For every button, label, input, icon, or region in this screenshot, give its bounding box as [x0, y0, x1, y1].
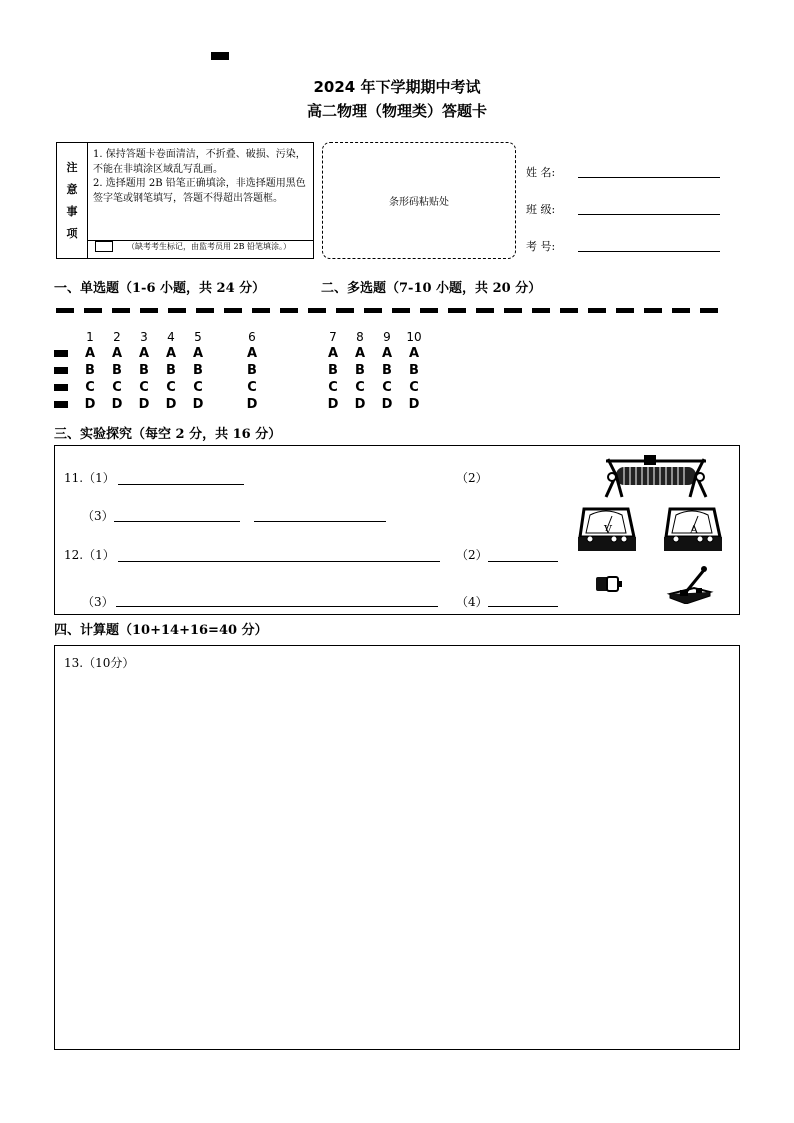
answer-bubble-10-b[interactable]: B: [409, 363, 419, 378]
positioning-mark: [211, 52, 229, 60]
answer-bubble-9-c[interactable]: C: [382, 380, 392, 395]
timing-mark: [54, 384, 68, 391]
ammeter-icon: [662, 503, 724, 555]
q12-part4-blank[interactable]: [488, 606, 558, 607]
q11-part2-label: （2）: [456, 471, 488, 485]
answer-bubble-10-c[interactable]: C: [409, 380, 419, 395]
question-number: 1: [86, 330, 94, 344]
question-number: 5: [194, 330, 202, 344]
q12-part1-blank[interactable]: [118, 561, 440, 562]
name-label: 姓 名:: [526, 166, 556, 179]
q11-part1-label: 11.（1）: [64, 471, 115, 485]
q11-part1-blank[interactable]: [118, 484, 244, 485]
absent-note: （缺考考生标记，由监考员用 2B 铅笔填涂。）: [127, 242, 292, 251]
notice-heading: [57, 143, 88, 258]
answer-bubble-4-c[interactable]: C: [166, 380, 176, 395]
notice-item: 1. 保持答题卡卷面清洁，不折叠、破损、污染，不能在非填涂区域乱写乱画。: [93, 149, 306, 175]
timing-mark: [54, 367, 68, 374]
question-number: 6: [248, 330, 256, 344]
exam-number-label: 考 号:: [526, 240, 556, 253]
answer-bubble-5-c[interactable]: C: [193, 380, 203, 395]
answer-bubble-7-d[interactable]: D: [327, 397, 339, 412]
answer-bubble-3-c[interactable]: C: [139, 380, 149, 395]
barcode-area: [322, 142, 516, 259]
notice-items: [87, 143, 313, 241]
timing-mark: [54, 401, 68, 408]
dashed-timing-track: [56, 308, 720, 313]
answer-bubble-2-b[interactable]: B: [112, 363, 122, 378]
answer-bubble-10-a[interactable]: A: [408, 346, 420, 361]
q12-part2-blank[interactable]: [488, 561, 558, 562]
q13-label: 13.（10分）: [64, 656, 135, 670]
question-number: 2: [113, 330, 121, 344]
answer-bubble-7-b[interactable]: B: [328, 363, 338, 378]
answer-bubble-8-a[interactable]: A: [354, 346, 366, 361]
question-number: 8: [356, 330, 364, 344]
question-number: 4: [167, 330, 175, 344]
notice-box: [56, 142, 314, 259]
answer-bubble-1-d[interactable]: D: [84, 397, 96, 412]
absent-checkbox[interactable]: [95, 241, 113, 252]
exam-title: 2024 年下学期期中考试: [313, 78, 481, 96]
voltmeter-letter: V: [604, 523, 612, 536]
section-single-choice: 一、单选题（1-6 小题，共 24 分）: [54, 281, 266, 296]
notice-heading-char: 意: [66, 182, 78, 196]
barcode-label: 条形码粘贴处: [389, 197, 449, 208]
answer-bubble-7-a[interactable]: A: [327, 346, 339, 361]
knife-switch-icon: [666, 564, 714, 604]
answer-bubble-2-d[interactable]: D: [111, 397, 123, 412]
answer-bubble-7-c[interactable]: C: [328, 380, 338, 395]
answer-bubble-8-c[interactable]: C: [355, 380, 365, 395]
answer-bubble-6-c[interactable]: C: [247, 380, 257, 395]
answer-bubble-4-a[interactable]: A: [165, 346, 177, 361]
class-field[interactable]: [578, 214, 720, 215]
answer-bubble-1-c[interactable]: C: [85, 380, 95, 395]
answer-bubble-1-a[interactable]: A: [84, 346, 96, 361]
notice-heading-char: 项: [66, 226, 78, 240]
q12-part3-blank[interactable]: [116, 606, 438, 607]
answer-bubble-5-b[interactable]: B: [193, 363, 203, 378]
answer-bubble-8-d[interactable]: D: [354, 397, 366, 412]
timing-mark: [54, 350, 68, 357]
question-number: 7: [329, 330, 337, 344]
calculation-answer-box[interactable]: [54, 645, 740, 1050]
class-label: 班 级:: [526, 203, 556, 216]
q11-part3-blank-a[interactable]: [114, 521, 240, 522]
voltmeter-icon: [576, 503, 638, 555]
answer-bubble-6-a[interactable]: A: [246, 346, 258, 361]
name-field[interactable]: [578, 177, 720, 178]
answer-bubble-6-b[interactable]: B: [247, 363, 257, 378]
q12-part3-label: （3）: [82, 595, 114, 609]
answer-bubble-3-b[interactable]: B: [139, 363, 149, 378]
q11-part3-label: （3）: [82, 509, 114, 523]
answer-bubble-2-c[interactable]: C: [112, 380, 122, 395]
notice-heading-char: 事: [66, 204, 78, 218]
answer-bubble-2-a[interactable]: A: [111, 346, 123, 361]
answer-bubble-10-d[interactable]: D: [408, 397, 420, 412]
section-calculation: 四、计算题（10+14+16=40 分）: [54, 623, 268, 638]
q11-part3-blank-b[interactable]: [254, 521, 386, 522]
rheostat-icon: [598, 453, 714, 503]
question-number: 9: [383, 330, 391, 344]
answer-bubble-9-d[interactable]: D: [381, 397, 393, 412]
answer-bubble-8-b[interactable]: B: [355, 363, 365, 378]
answer-bubble-4-d[interactable]: D: [165, 397, 177, 412]
answer-bubble-9-b[interactable]: B: [382, 363, 392, 378]
exam-number-field[interactable]: [578, 251, 720, 252]
answer-bubble-5-d[interactable]: D: [192, 397, 204, 412]
answer-bubble-5-a[interactable]: A: [192, 346, 204, 361]
ammeter-letter: A: [690, 523, 698, 536]
answer-bubble-3-a[interactable]: A: [138, 346, 150, 361]
answer-bubble-4-b[interactable]: B: [166, 363, 176, 378]
answer-bubble-1-b[interactable]: B: [85, 363, 95, 378]
section-multi-choice: 二、多选题（7-10 小题，共 20 分）: [321, 281, 542, 296]
q12-part1-label: 12.（1）: [64, 548, 115, 562]
answer-bubble-6-d[interactable]: D: [246, 397, 258, 412]
battery-icon: [594, 574, 624, 594]
exam-subtitle: 高二物理（物理类）答题卡: [306, 102, 487, 120]
absent-mark-row: [87, 235, 313, 258]
answer-bubble-9-a[interactable]: A: [381, 346, 393, 361]
answer-bubble-3-d[interactable]: D: [138, 397, 150, 412]
question-number: 10: [406, 330, 422, 344]
q12-part4-label: （4）: [456, 595, 488, 609]
notice-heading-char: 注: [66, 160, 78, 174]
question-number: 3: [140, 330, 148, 344]
notice-item: 2. 选择题用 2B 铅笔正确填涂，非选择题用黑色签字笔或钢笔填写，答题不得超出答题框。: [93, 178, 306, 204]
q12-part2-label: （2）: [456, 548, 488, 562]
section-experiment: 三、实验探究（每空 2 分，共 16 分）: [54, 427, 282, 442]
